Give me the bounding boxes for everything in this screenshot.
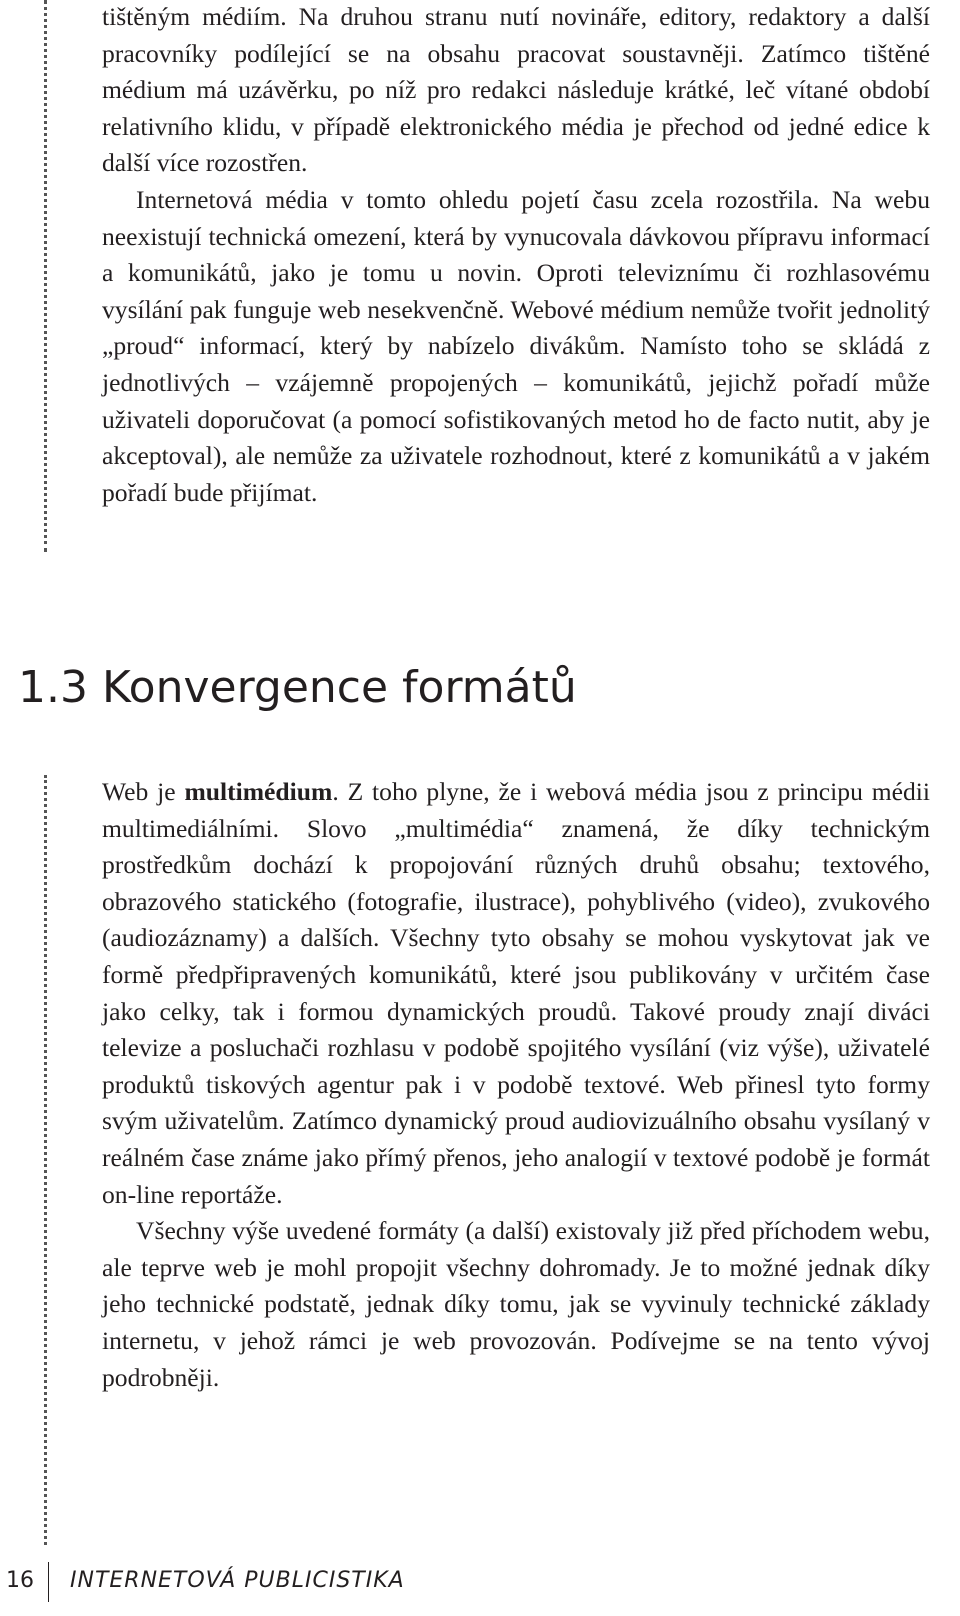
page-number: 16 (6, 1568, 34, 1593)
text-run: . Z toho plyne, že i webová média jsou z principu médii multimediálními. Slovo „multimédia“ znamená, že díky technickým prostředkům dochází k propojování různých druhů obsahu; textového, obrazového statického (fotografie, ilustrace), pohyblivého (video), zvukového (audiozáznamy) a dalších. Všechny tyto obsahy se mohou vyskytovat jak ve formě předpřipravených komunikátů, které jsou publikovány v určitém čase jako celky, tak i formou dynamických proudů. Takové proudy znají diváci televize a posluchači rozhlasu v podobě spojitého vysílání (viz výše), uživatelé produktů tiskových agentur pak i v podobě textové. Web přinesl tyto formy svým uživatelům. Zatímco dynamický proud audiovizuálního obsahu vysílaný v reálném čase známe jako přímý přenos, jeho analogií v textové podobě je formát on-line reportáže. (102, 777, 930, 1209)
bold-term: multimédium (184, 777, 333, 806)
section-text (102, 774, 930, 1396)
margin-dotted-rule (44, 0, 47, 552)
section-title: Konvergence formátů (102, 662, 577, 713)
text-run: Web je (102, 777, 185, 806)
section-number: 1.3 (18, 662, 88, 713)
section-text-continued (102, 0, 930, 511)
paragraph (102, 774, 930, 1213)
paragraph: tištěným médiím. Na druhou stranu nutí novináře, editory, redaktory a další pracovníky podílející se na obsahu pracovat soustavněji. Zatímco tištěné médium má uzávěrku, po níž pro redakci následuje krátké, leč vítané období relativního klidu, v případě elektronického média je přechod od jedné edice k další více rozostřen. (102, 2, 930, 178)
section-heading (18, 660, 577, 716)
paragraph: Internetová média v tomto ohledu pojetí času zcela rozostřila. Na webu neexistují technická omezení, která by vynucovala dávkovou přípravu informací a komunikátů, jako je tomu u novin. Oproti televiznímu či rozhlasovému vysílání pak funguje web nesekvenčně. Webové médium nemůže tvořit jednolitý „proud“ informací, který by nabízelo divákům. Namísto toho se skládá z jednotlivých – vzájemně propojených – komunikátů, jejichž pořadí může uživateli doporučovat (a pomocí sofistikovaných metod ho de facto nutit, aby je akceptoval), ale nemůže za uživatele rozhodnout, které z komunikátů a v jakém pořadí bude přijímat. (102, 184, 930, 507)
running-title: INTERNETOVÁ PUBLICISTIKA (70, 1568, 405, 1593)
paragraph: Všechny výše uvedené formáty (a další) existovaly již před příchodem webu, ale teprve web je mohl propojit všechny dohromady. Je to možné jednak díky jeho technické podstatě, jednak díky tomu, jak se vyvinuly technické základy internetu, v jehož rámci je web provozován. Podívejme se na tento vývoj podrobněji. (102, 1216, 930, 1392)
footer-divider (48, 1562, 49, 1602)
page-footer (0, 1562, 960, 1602)
margin-dotted-rule (44, 775, 47, 1545)
